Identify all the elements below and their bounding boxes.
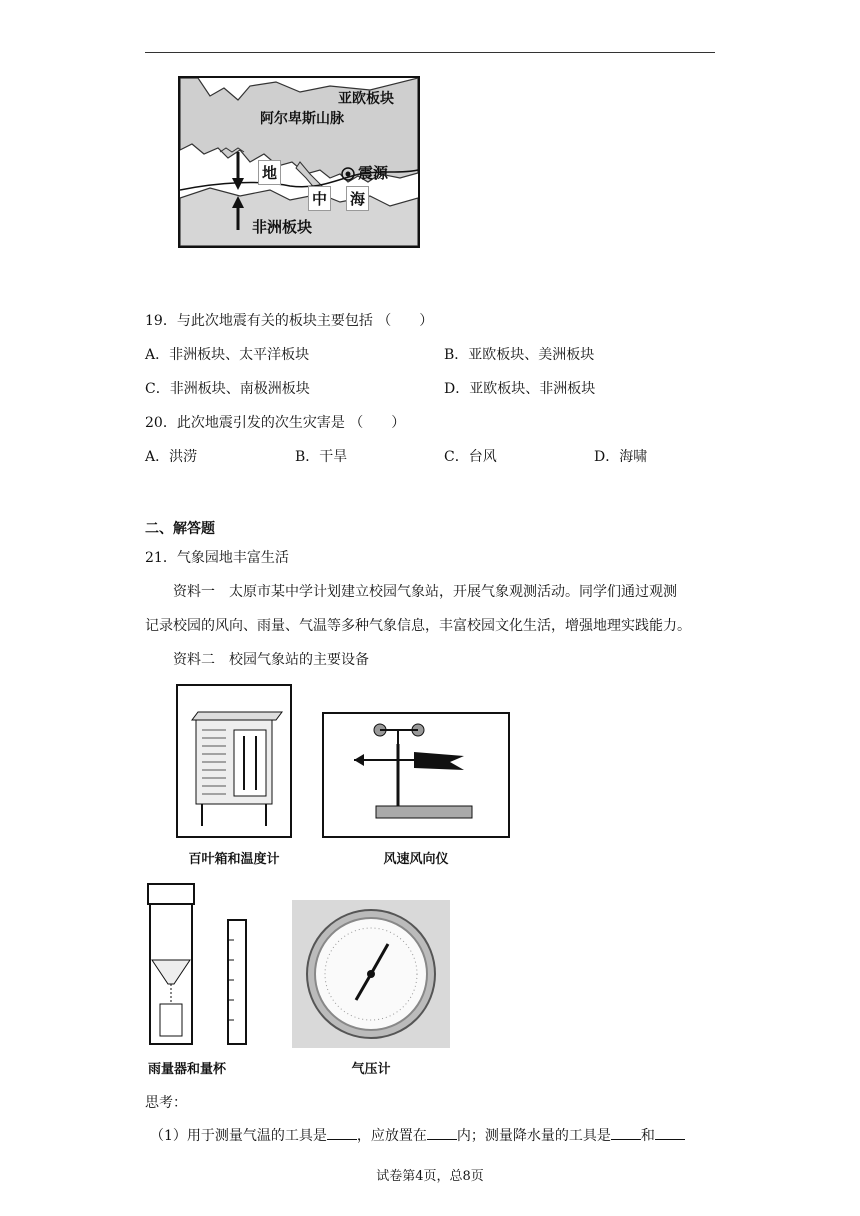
rain-gauge-figure bbox=[144, 880, 264, 1050]
barometer-icon bbox=[292, 900, 450, 1048]
anemometer-figure bbox=[322, 712, 510, 838]
answer-blank-2[interactable] bbox=[427, 1125, 457, 1140]
q21-sub1-part1: （1）用于测量气温的工具是 bbox=[150, 1128, 327, 1144]
rain-gauge-icon bbox=[144, 880, 264, 1050]
answer-blank-4[interactable] bbox=[655, 1125, 685, 1140]
answer-blank-3[interactable] bbox=[611, 1125, 641, 1140]
barometer-figure bbox=[292, 900, 450, 1048]
q19-option-c: C．非洲板块、南极洲板块 bbox=[145, 381, 310, 397]
caption-rain-gauge: 雨量器和量杯 bbox=[148, 1062, 227, 1077]
q20-stem: 20．此次地震引发的次生灾害是 （ ） bbox=[145, 415, 406, 431]
map-label-epicenter: 震源 bbox=[358, 164, 389, 182]
q21-material2: 资料二 校园气象站的主要设备 bbox=[173, 652, 369, 668]
caption-barometer: 气压计 bbox=[351, 1062, 391, 1077]
think-label: 思考： bbox=[145, 1095, 187, 1111]
caption-stevenson-screen: 百叶箱和温度计 bbox=[188, 852, 280, 867]
plate-map-figure bbox=[178, 76, 420, 248]
map-label-alps: 阿尔卑斯山脉 bbox=[260, 111, 344, 127]
q20-option-d: D．海啸 bbox=[594, 449, 648, 465]
q19-option-d: D．亚欧板块、非洲板块 bbox=[444, 381, 596, 397]
q21-material1-line2: 记录校园的风向、雨量、气温等多种气象信息，丰富校园文化生活，增强地理实践能力。 bbox=[145, 618, 691, 634]
q20-option-c: C．台风 bbox=[444, 449, 497, 465]
anemometer-icon bbox=[324, 714, 508, 836]
q21-sub1-part2: ，应放置在 bbox=[356, 1128, 427, 1144]
q21-sub1-part4: 和 bbox=[640, 1128, 655, 1144]
answer-blank-1[interactable] bbox=[327, 1125, 357, 1140]
q21-sub1 bbox=[150, 1125, 685, 1145]
q21-material1-line1: 资料一 太原市某中学计划建立校园气象站，开展气象观测活动。同学们通过观测 bbox=[173, 584, 677, 600]
map-label-sea-1: 地 bbox=[258, 160, 281, 185]
q19-option-b: B．亚欧板块、美洲板块 bbox=[444, 347, 595, 363]
map-label-eurasia: 亚欧板块 bbox=[338, 91, 394, 107]
caption-anemometer: 风速风向仪 bbox=[383, 852, 449, 867]
header-rule bbox=[145, 52, 715, 53]
stevenson-screen-figure bbox=[176, 684, 292, 838]
q20-option-a: A．洪涝 bbox=[145, 449, 198, 465]
map-label-sea-2: 中 bbox=[308, 186, 331, 211]
q19-option-a: A．非洲板块、太平洋板块 bbox=[145, 347, 310, 363]
stevenson-screen-icon bbox=[178, 686, 290, 836]
map-label-africa: 非洲板块 bbox=[252, 218, 313, 236]
q21-title: 21．气象园地丰富生活 bbox=[145, 550, 289, 566]
section-title: 二、解答题 bbox=[145, 521, 215, 537]
page-footer: 试卷第4页，总8页 bbox=[376, 1169, 484, 1184]
q20-option-b: B．干旱 bbox=[295, 449, 348, 465]
q19-stem: 19．与此次地震有关的板块主要包括 （ ） bbox=[145, 313, 434, 329]
q21-sub1-part3: 内；测量降水量的工具是 bbox=[456, 1128, 611, 1144]
map-label-sea-3: 海 bbox=[346, 186, 369, 211]
